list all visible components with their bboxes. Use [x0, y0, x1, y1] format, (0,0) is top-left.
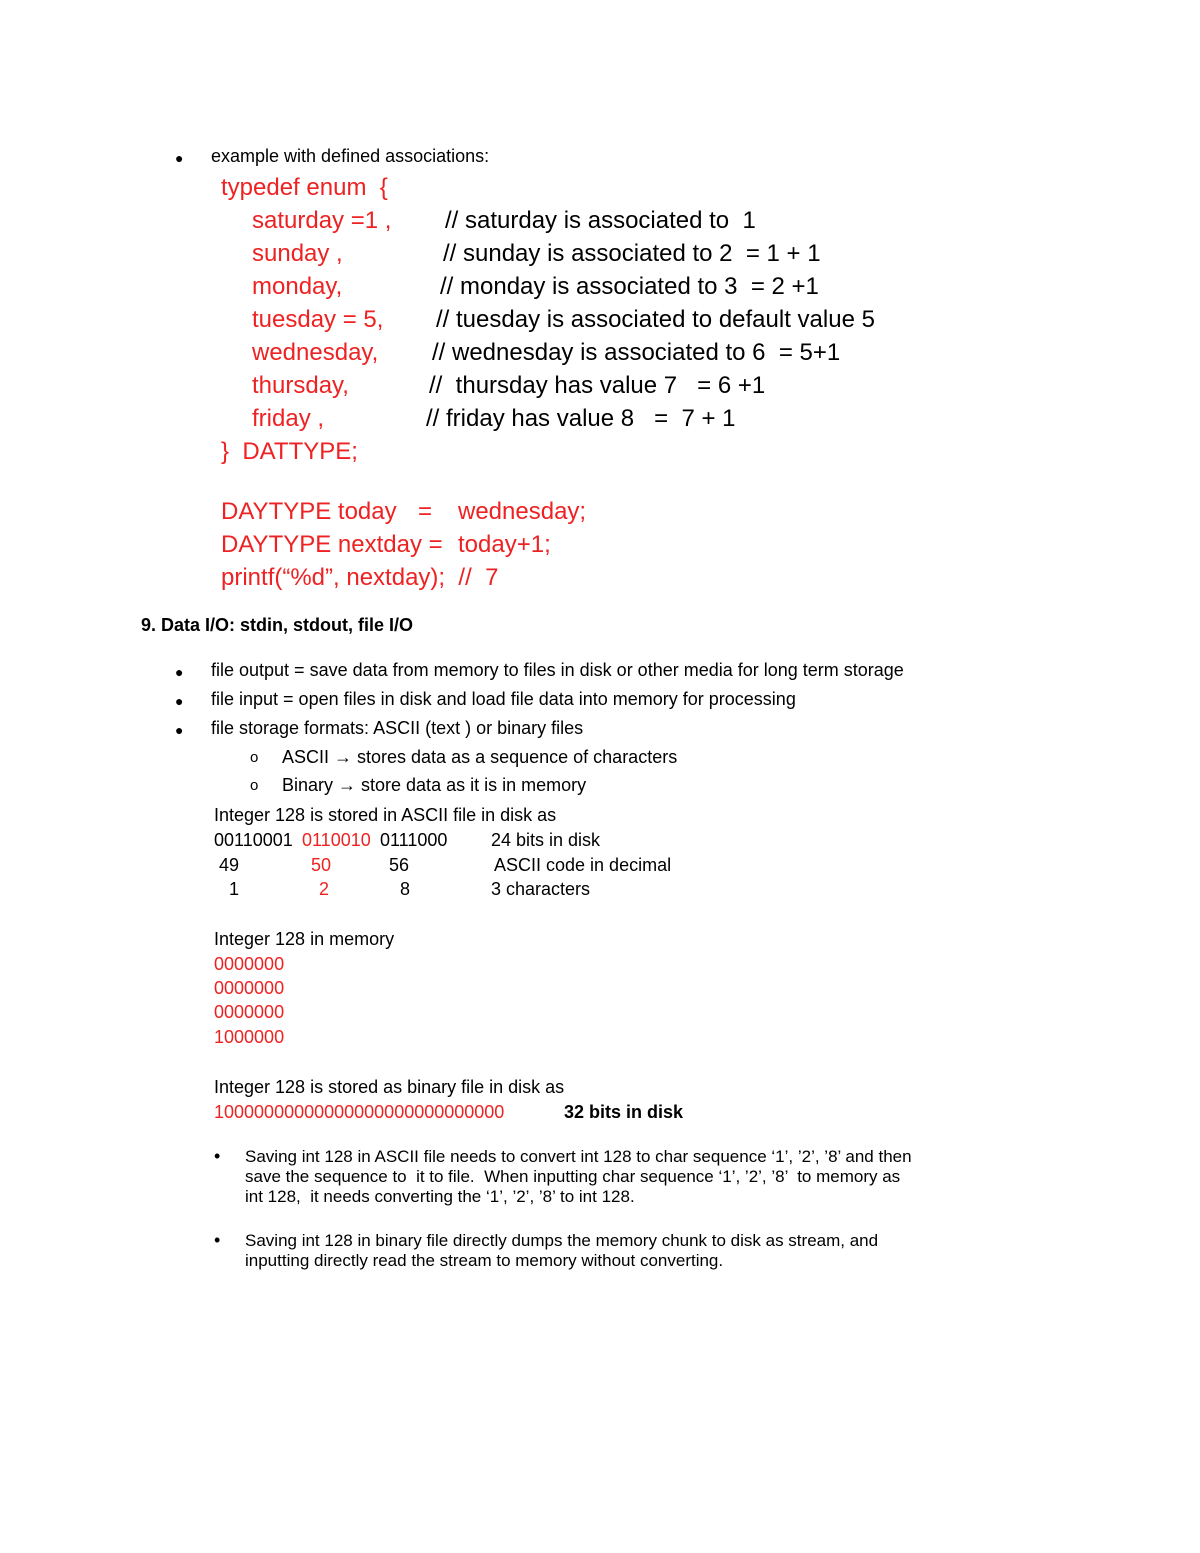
enum-member: tuesday = 5,	[252, 306, 384, 333]
sub-bullet-marker: o	[250, 777, 259, 794]
memory-row: 0000000	[214, 1002, 285, 1022]
note-binary-line: Saving int 128 in binary file directly dumps the memory chunk to disk as stream, and	[245, 1231, 879, 1250]
sub-bullet-binary: Binary → store data as it is in memory	[282, 775, 587, 795]
binary-figure-title: Integer 128 is stored as binary file in disk as	[214, 1077, 565, 1097]
note-bullet-icon: •	[214, 1230, 221, 1250]
enum-member: monday,	[252, 273, 343, 300]
ascii-char: 8	[400, 879, 411, 899]
bullet-storage-formats: file storage formats: ASCII (text ) or binary files	[211, 718, 584, 738]
decl-nextday-left: DAYTYPE nextday =	[221, 531, 443, 558]
enum-member: sunday ,	[252, 240, 343, 267]
ascii-bits: 0111000	[380, 830, 448, 850]
bullet-icon: ●	[175, 722, 184, 738]
printf-line: printf(“%d”, nextday); // 7	[221, 564, 499, 591]
bullet-icon: ●	[175, 150, 184, 166]
enum-comment: // tuesday is associated to default value 5	[436, 306, 875, 333]
ascii-char: 1	[229, 879, 240, 899]
bullet-icon: ●	[175, 664, 184, 680]
ascii-code: 56	[389, 855, 410, 875]
bullet-file-input: file input = open files in disk and load file data into memory for processing	[211, 689, 796, 709]
note-binary-line: inputting directly read the stream to memory without converting.	[245, 1251, 724, 1270]
enum-comment: // friday has value 8 = 7 + 1	[426, 405, 736, 432]
ascii-bits: 0110010	[302, 830, 371, 850]
ascii-chars-note: 3 characters	[491, 879, 591, 899]
note-bullet-icon: •	[214, 1146, 221, 1166]
decl-today-left: DAYTYPE today	[221, 498, 397, 525]
memory-row: 0000000	[214, 978, 285, 998]
bullet-icon: ●	[175, 693, 184, 709]
ascii-codes-note: ASCII code in decimal	[494, 855, 672, 875]
enum-close: } DATTYPE;	[221, 438, 358, 465]
decl-today-eq: =	[418, 498, 433, 525]
ascii-char: 2	[319, 879, 330, 899]
memory-figure-title: Integer 128 in memory	[214, 929, 395, 949]
ascii-code: 49	[219, 855, 240, 875]
enum-member: wednesday,	[252, 339, 379, 366]
binary-bits-note: 32 bits in disk	[564, 1102, 684, 1122]
section-heading: 9. Data I/O: stdin, stdout, file I/O	[141, 615, 414, 635]
ascii-bits: 00110001	[214, 830, 293, 850]
decl-nextday-right: today+1;	[458, 531, 551, 558]
enum-member: saturday =1 ,	[252, 207, 392, 234]
memory-row: 0000000	[214, 954, 285, 974]
ascii-bits-note: 24 bits in disk	[491, 830, 601, 850]
enum-comment: // thursday has value 7 = 6 +1	[429, 372, 766, 399]
enum-comment: // saturday is associated to 1	[445, 207, 756, 234]
enum-open: typedef enum {	[221, 174, 388, 201]
note-ascii-line: int 128, it needs converting the ‘1’, ’2’, ’8’ to int 128.	[245, 1187, 635, 1206]
ascii-code: 50	[311, 855, 332, 875]
enum-comment: // sunday is associated to 2 = 1 + 1	[443, 240, 821, 267]
enum-comment: // monday is associated to 3 = 2 +1	[440, 273, 819, 300]
bullet-file-output: file output = save data from memory to files in disk or other media for long term storage	[211, 660, 904, 680]
decl-today-right: wednesday;	[458, 498, 587, 525]
sub-bullet-marker: o	[250, 749, 259, 766]
memory-row: 1000000	[214, 1027, 285, 1047]
sub-bullet-ascii: ASCII → stores data as a sequence of characters	[282, 747, 678, 767]
binary-bits: 10000000000000000000000000000	[214, 1102, 505, 1122]
intro-bullet-text: example with defined associations:	[211, 146, 490, 166]
ascii-figure-title: Integer 128 is stored in ASCII file in disk as	[214, 805, 557, 825]
enum-member: friday ,	[252, 405, 325, 432]
enum-member: thursday,	[252, 372, 349, 399]
note-ascii-line: Saving int 128 in ASCII file needs to convert int 128 to char sequence ‘1’, ’2’, ’8’ and then	[245, 1147, 912, 1166]
note-ascii-line: save the sequence to it to file. When inputting char sequence ‘1’, ’2’, ’8’ to memory as	[245, 1167, 901, 1186]
enum-comment: // wednesday is associated to 6 = 5+1	[432, 339, 841, 366]
